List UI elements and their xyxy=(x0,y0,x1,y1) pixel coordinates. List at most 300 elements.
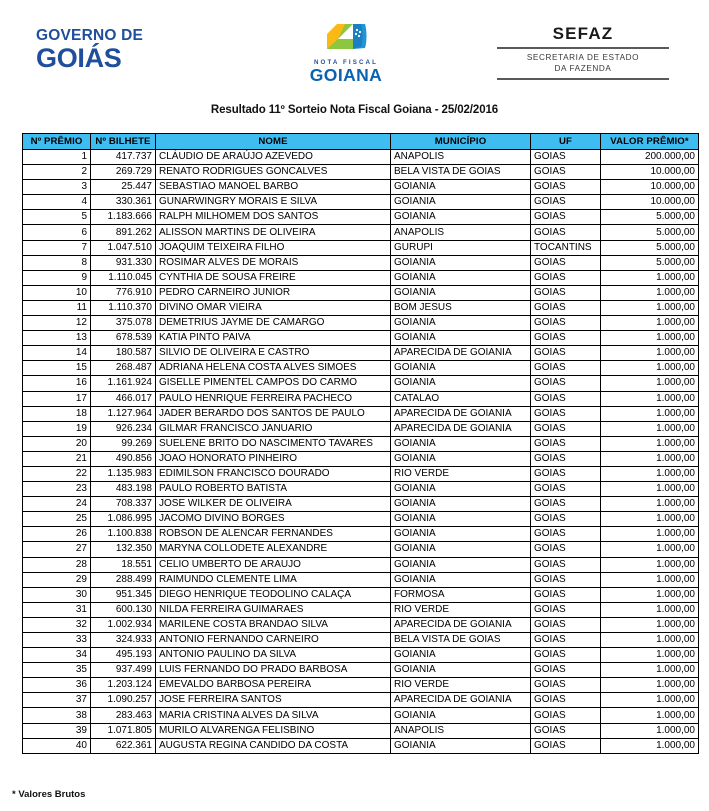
cell-valor: 1.000,00 xyxy=(601,693,699,708)
cell-valor: 1.000,00 xyxy=(601,376,699,391)
cell-uf: GOIAS xyxy=(531,210,601,225)
column-header-municipio: MUNICÍPIO xyxy=(391,134,531,150)
cell-municipio: GOIANIA xyxy=(391,255,531,270)
cell-nome: DEMETRIUS JAYME DE CAMARGO xyxy=(156,316,391,331)
cell-valor: 1.000,00 xyxy=(601,572,699,587)
cell-valor: 1.000,00 xyxy=(601,633,699,648)
cell-premio: 40 xyxy=(23,738,91,753)
table-row xyxy=(23,708,699,723)
cell-premio: 39 xyxy=(23,723,91,738)
table-row xyxy=(23,421,699,436)
cell-nome: ROSIMAR ALVES DE MORAIS xyxy=(156,255,391,270)
cell-bilhete: 931.330 xyxy=(91,255,156,270)
column-header-bilhete: Nº BILHETE xyxy=(91,134,156,150)
cell-nome: JOAO HONORATO PINHEIRO xyxy=(156,451,391,466)
cell-municipio: BELA VISTA DE GOIAS xyxy=(391,633,531,648)
cell-bilhete: 324.933 xyxy=(91,633,156,648)
cell-premio: 33 xyxy=(23,633,91,648)
cell-uf: GOIAS xyxy=(531,648,601,663)
nota-fiscal-goiana-logo xyxy=(291,22,401,85)
table-row xyxy=(23,150,699,165)
page-title: Resultado 11º Sorteio Nota Fiscal Goiana - 25/02/2016 xyxy=(210,104,499,116)
table-body xyxy=(23,150,699,754)
cell-uf: GOIAS xyxy=(531,225,601,240)
cell-premio: 38 xyxy=(23,708,91,723)
cell-bilhete: 951.345 xyxy=(91,587,156,602)
cell-bilhete: 490.856 xyxy=(91,451,156,466)
cell-nome: EDIMILSON FRANCISCO DOURADO xyxy=(156,466,391,481)
sefaz-title: SEFAZ xyxy=(552,24,614,43)
cell-uf: GOIAS xyxy=(531,587,601,602)
cell-bilhete: 288.499 xyxy=(91,572,156,587)
cell-bilhete: 926.234 xyxy=(91,421,156,436)
column-header-nome: NOME xyxy=(156,134,391,150)
nota-fiscal-mark-icon xyxy=(323,22,369,56)
results-table-wrapper xyxy=(22,133,698,754)
cell-bilhete: 708.337 xyxy=(91,497,156,512)
cell-premio: 13 xyxy=(23,331,91,346)
cell-premio: 5 xyxy=(23,210,91,225)
cell-premio: 27 xyxy=(23,542,91,557)
table-row xyxy=(23,300,699,315)
cell-bilhete: 18.551 xyxy=(91,557,156,572)
cell-premio: 35 xyxy=(23,663,91,678)
cell-nome: ROBSON DE ALENCAR FERNANDES xyxy=(156,527,391,542)
cell-municipio: GOIANIA xyxy=(391,436,531,451)
cell-municipio: GOIANIA xyxy=(391,482,531,497)
cell-nome: MARIA CRISTINA ALVES DA SILVA xyxy=(156,708,391,723)
cell-municipio: GOIANIA xyxy=(391,195,531,210)
table-row xyxy=(23,527,699,542)
cell-nome: GILMAR FRANCISCO JANUARIO xyxy=(156,421,391,436)
cell-municipio: GOIANIA xyxy=(391,738,531,753)
cell-valor: 10.000,00 xyxy=(601,165,699,180)
cell-uf: GOIAS xyxy=(531,195,601,210)
table-row xyxy=(23,391,699,406)
cell-municipio: RIO VERDE xyxy=(391,678,531,693)
cell-premio: 29 xyxy=(23,572,91,587)
table-row xyxy=(23,466,699,481)
cell-bilhete: 495.193 xyxy=(91,648,156,663)
cell-premio: 31 xyxy=(23,602,91,617)
cell-uf: GOIAS xyxy=(531,723,601,738)
cell-bilhete: 1.127.964 xyxy=(91,406,156,421)
table-row xyxy=(23,512,699,527)
cell-bilhete: 1.183.666 xyxy=(91,210,156,225)
cell-uf: GOIAS xyxy=(531,663,601,678)
table-row xyxy=(23,723,699,738)
table-row xyxy=(23,678,699,693)
cell-bilhete: 891.262 xyxy=(91,225,156,240)
cell-municipio: GOIANIA xyxy=(391,376,531,391)
cell-valor: 5.000,00 xyxy=(601,240,699,255)
cell-municipio: ANAPOLIS xyxy=(391,225,531,240)
table-row xyxy=(23,602,699,617)
cell-nome: RAIMUNDO CLEMENTE LIMA xyxy=(156,572,391,587)
cell-uf: GOIAS xyxy=(531,255,601,270)
cell-municipio: APARECIDA DE GOIANIA xyxy=(391,346,531,361)
cell-municipio: GOIANIA xyxy=(391,572,531,587)
sefaz-divider-top xyxy=(497,47,669,49)
footnote: * Valores Brutos xyxy=(12,789,86,800)
cell-valor: 1.000,00 xyxy=(601,270,699,285)
cell-nome: DIEGO HENRIQUE TEODOLINO CALAÇA xyxy=(156,587,391,602)
cell-valor: 1.000,00 xyxy=(601,421,699,436)
table-row xyxy=(23,240,699,255)
governo-de-goias-logo xyxy=(36,28,143,72)
table-row xyxy=(23,210,699,225)
table-row xyxy=(23,376,699,391)
table-row xyxy=(23,255,699,270)
cell-premio: 14 xyxy=(23,346,91,361)
table-row xyxy=(23,331,699,346)
nota-fiscal-subtitle: NOTA FISCAL xyxy=(313,59,378,66)
cell-premio: 11 xyxy=(23,300,91,315)
cell-uf: GOIAS xyxy=(531,482,601,497)
cell-bilhete: 1.090.257 xyxy=(91,693,156,708)
cell-bilhete: 1.135.983 xyxy=(91,466,156,481)
cell-uf: GOIAS xyxy=(531,633,601,648)
cell-municipio: GOIANIA xyxy=(391,285,531,300)
cell-nome: ANTONIO FERNANDO CARNEIRO xyxy=(156,633,391,648)
cell-valor: 5.000,00 xyxy=(601,255,699,270)
table-row xyxy=(23,587,699,602)
cell-uf: GOIAS xyxy=(531,678,601,693)
cell-premio: 16 xyxy=(23,376,91,391)
cell-bilhete: 1.203.124 xyxy=(91,678,156,693)
cell-municipio: GOIANIA xyxy=(391,512,531,527)
table-row xyxy=(23,195,699,210)
cell-municipio: GOIANIA xyxy=(391,180,531,195)
cell-premio: 25 xyxy=(23,512,91,527)
cell-bilhete: 937.499 xyxy=(91,663,156,678)
cell-uf: GOIAS xyxy=(531,693,601,708)
cell-nome: AUGUSTA REGINA CANDIDO DA COSTA xyxy=(156,738,391,753)
cell-bilhete: 600.130 xyxy=(91,602,156,617)
cell-uf: GOIAS xyxy=(531,421,601,436)
cell-valor: 1.000,00 xyxy=(601,723,699,738)
cell-premio: 36 xyxy=(23,678,91,693)
cell-nome: NILDA FERREIRA GUIMARAES xyxy=(156,602,391,617)
cell-uf: GOIAS xyxy=(531,346,601,361)
sefaz-subtitle xyxy=(497,52,669,74)
cell-premio: 22 xyxy=(23,466,91,481)
cell-municipio: GOIANIA xyxy=(391,497,531,512)
cell-valor: 1.000,00 xyxy=(601,466,699,481)
cell-valor: 1.000,00 xyxy=(601,391,699,406)
table-row xyxy=(23,361,699,376)
cell-bilhete: 25.447 xyxy=(91,180,156,195)
cell-premio: 20 xyxy=(23,436,91,451)
cell-bilhete: 283.463 xyxy=(91,708,156,723)
cell-uf: GOIAS xyxy=(531,316,601,331)
cell-premio: 10 xyxy=(23,285,91,300)
cell-uf: TOCANTINS xyxy=(531,240,601,255)
cell-premio: 26 xyxy=(23,527,91,542)
table-row xyxy=(23,542,699,557)
cell-uf: GOIAS xyxy=(531,300,601,315)
table-head xyxy=(23,134,699,150)
cell-uf: GOIAS xyxy=(531,617,601,632)
cell-nome: ADRIANA HELENA COSTA ALVES SIMOES xyxy=(156,361,391,376)
cell-bilhete: 1.086.995 xyxy=(91,512,156,527)
table-row xyxy=(23,436,699,451)
column-header-premio: Nº PRÊMIO xyxy=(23,134,91,150)
cell-uf: GOIAS xyxy=(531,270,601,285)
cell-nome: JOAQUIM TEIXEIRA FILHO xyxy=(156,240,391,255)
cell-bilhete: 483.198 xyxy=(91,482,156,497)
cell-bilhete: 132.350 xyxy=(91,542,156,557)
cell-nome: SILVIO DE OLIVEIRA E CASTRO xyxy=(156,346,391,361)
cell-uf: GOIAS xyxy=(531,542,601,557)
nota-fiscal-name: GOIANA xyxy=(309,65,383,85)
cell-nome: JADER BERARDO DOS SANTOS DE PAULO xyxy=(156,406,391,421)
table-row xyxy=(23,633,699,648)
cell-nome: GISELLE PIMENTEL CAMPOS DO CARMO xyxy=(156,376,391,391)
cell-premio: 23 xyxy=(23,482,91,497)
cell-nome: LUIS FERNANDO DO PRADO BARBOSA xyxy=(156,663,391,678)
table-row xyxy=(23,180,699,195)
cell-nome: CLÁUDIO DE ARAÚJO AZEVEDO xyxy=(156,150,391,165)
column-header-valor: VALOR PRÊMIO* xyxy=(601,134,699,150)
table-row xyxy=(23,617,699,632)
cell-premio: 2 xyxy=(23,165,91,180)
cell-bilhete: 1.100.838 xyxy=(91,527,156,542)
table-row xyxy=(23,316,699,331)
cell-bilhete: 1.110.045 xyxy=(91,270,156,285)
cell-municipio: GOIANIA xyxy=(391,527,531,542)
cell-municipio: GOIANIA xyxy=(391,361,531,376)
cell-uf: GOIAS xyxy=(531,738,601,753)
sefaz-subtitle-line2: DA FAZENDA xyxy=(554,64,612,74)
cell-valor: 1.000,00 xyxy=(601,451,699,466)
cell-nome: MARILENE COSTA BRANDAO SILVA xyxy=(156,617,391,632)
cell-bilhete: 776.910 xyxy=(91,285,156,300)
cell-uf: GOIAS xyxy=(531,466,601,481)
cell-uf: GOIAS xyxy=(531,150,601,165)
cell-premio: 4 xyxy=(23,195,91,210)
cell-valor: 1.000,00 xyxy=(601,527,699,542)
cell-nome: ALISSON MARTINS DE OLIVEIRA xyxy=(156,225,391,240)
cell-uf: GOIAS xyxy=(531,602,601,617)
cell-municipio: BOM JESUS xyxy=(391,300,531,315)
cell-nome: PEDRO CARNEIRO JUNIOR xyxy=(156,285,391,300)
cell-nome: JOSE FERREIRA SANTOS xyxy=(156,693,391,708)
sefaz-subtitle-line1: SECRETARIA DE ESTADO xyxy=(526,53,640,62)
cell-premio: 24 xyxy=(23,497,91,512)
cell-municipio: APARECIDA DE GOIANIA xyxy=(391,693,531,708)
cell-uf: GOIAS xyxy=(531,557,601,572)
cell-nome: DIVINO OMAR VIEIRA xyxy=(156,300,391,315)
cell-uf: GOIAS xyxy=(531,436,601,451)
cell-municipio: GOIANIA xyxy=(391,708,531,723)
cell-premio: 34 xyxy=(23,648,91,663)
cell-valor: 1.000,00 xyxy=(601,557,699,572)
cell-valor: 1.000,00 xyxy=(601,648,699,663)
cell-nome: MURILO ALVARENGA FELISBINO xyxy=(156,723,391,738)
sefaz-divider-bottom xyxy=(497,78,669,80)
cell-premio: 12 xyxy=(23,316,91,331)
cell-municipio: RIO VERDE xyxy=(391,466,531,481)
cell-bilhete: 99.269 xyxy=(91,436,156,451)
cell-bilhete: 1.071.805 xyxy=(91,723,156,738)
table-row xyxy=(23,165,699,180)
cell-valor: 1.000,00 xyxy=(601,482,699,497)
cell-valor: 1.000,00 xyxy=(601,512,699,527)
cell-valor: 1.000,00 xyxy=(601,497,699,512)
cell-valor: 5.000,00 xyxy=(601,210,699,225)
cell-uf: GOIAS xyxy=(531,572,601,587)
table-row xyxy=(23,663,699,678)
cell-nome: CELIO UMBERTO DE ARAUJO xyxy=(156,557,391,572)
cell-bilhete: 268.487 xyxy=(91,361,156,376)
cell-nome: JACOMO DIVINO BORGES xyxy=(156,512,391,527)
cell-municipio: GOIANIA xyxy=(391,331,531,346)
cell-valor: 5.000,00 xyxy=(601,225,699,240)
cell-uf: GOIAS xyxy=(531,708,601,723)
cell-valor: 10.000,00 xyxy=(601,195,699,210)
cell-bilhete: 330.361 xyxy=(91,195,156,210)
cell-valor: 1.000,00 xyxy=(601,678,699,693)
cell-valor: 1.000,00 xyxy=(601,436,699,451)
table-row xyxy=(23,451,699,466)
page-header xyxy=(0,0,709,92)
cell-municipio: GOIANIA xyxy=(391,210,531,225)
cell-municipio: BELA VISTA DE GOIAS xyxy=(391,165,531,180)
cell-premio: 6 xyxy=(23,225,91,240)
cell-municipio: GOIANIA xyxy=(391,270,531,285)
table-row xyxy=(23,572,699,587)
cell-uf: GOIAS xyxy=(531,391,601,406)
gov-logo-line1: GOVERNO DE xyxy=(36,27,144,44)
table-row xyxy=(23,557,699,572)
cell-nome: RALPH MILHOMEM DOS SANTOS xyxy=(156,210,391,225)
table-row xyxy=(23,285,699,300)
cell-nome: PAULO HENRIQUE FERREIRA PACHECO xyxy=(156,391,391,406)
cell-municipio: CATALAO xyxy=(391,391,531,406)
column-header-uf: UF xyxy=(531,134,601,150)
cell-valor: 1.000,00 xyxy=(601,331,699,346)
cell-municipio: GOIANIA xyxy=(391,557,531,572)
cell-bilhete: 375.078 xyxy=(91,316,156,331)
cell-uf: GOIAS xyxy=(531,512,601,527)
cell-nome: RENATO RODRIGUES GONCALVES xyxy=(156,165,391,180)
cell-premio: 37 xyxy=(23,693,91,708)
cell-valor: 1.000,00 xyxy=(601,663,699,678)
cell-valor: 1.000,00 xyxy=(601,602,699,617)
gov-logo-line2: GOIÁS xyxy=(36,42,122,73)
cell-municipio: GOIANIA xyxy=(391,316,531,331)
cell-valor: 1.000,00 xyxy=(601,738,699,753)
cell-premio: 18 xyxy=(23,406,91,421)
cell-valor: 1.000,00 xyxy=(601,587,699,602)
cell-valor: 1.000,00 xyxy=(601,285,699,300)
cell-valor: 200.000,00 xyxy=(601,150,699,165)
cell-premio: 8 xyxy=(23,255,91,270)
cell-bilhete: 269.729 xyxy=(91,165,156,180)
table-row xyxy=(23,482,699,497)
cell-uf: GOIAS xyxy=(531,376,601,391)
cell-valor: 10.000,00 xyxy=(601,180,699,195)
cell-municipio: FORMOSA xyxy=(391,587,531,602)
cell-uf: GOIAS xyxy=(531,165,601,180)
cell-bilhete: 1.110.370 xyxy=(91,300,156,315)
table-row xyxy=(23,693,699,708)
table-row xyxy=(23,225,699,240)
cell-municipio: GOIANIA xyxy=(391,451,531,466)
cell-municipio: APARECIDA DE GOIANIA xyxy=(391,421,531,436)
table-header-row xyxy=(23,134,699,150)
cell-valor: 1.000,00 xyxy=(601,542,699,557)
sefaz-logo xyxy=(497,24,669,80)
cell-valor: 1.000,00 xyxy=(601,361,699,376)
cell-municipio: GURUPI xyxy=(391,240,531,255)
cell-uf: GOIAS xyxy=(531,331,601,346)
cell-uf: GOIAS xyxy=(531,285,601,300)
cell-municipio: APARECIDA DE GOIANIA xyxy=(391,617,531,632)
cell-valor: 1.000,00 xyxy=(601,346,699,361)
table-row xyxy=(23,270,699,285)
cell-municipio: GOIANIA xyxy=(391,542,531,557)
cell-bilhete: 466.017 xyxy=(91,391,156,406)
cell-premio: 30 xyxy=(23,587,91,602)
table-row xyxy=(23,738,699,753)
cell-premio: 32 xyxy=(23,617,91,632)
cell-bilhete: 1.047.510 xyxy=(91,240,156,255)
results-table xyxy=(22,133,699,754)
cell-bilhete: 678.539 xyxy=(91,331,156,346)
cell-premio: 1 xyxy=(23,150,91,165)
cell-bilhete: 417.737 xyxy=(91,150,156,165)
cell-valor: 1.000,00 xyxy=(601,708,699,723)
cell-nome: EMEVALDO BARBOSA PEREIRA xyxy=(156,678,391,693)
cell-premio: 15 xyxy=(23,361,91,376)
cell-municipio: ANAPOLIS xyxy=(391,150,531,165)
cell-uf: GOIAS xyxy=(531,497,601,512)
cell-nome: ANTONIO PAULINO DA SILVA xyxy=(156,648,391,663)
cell-uf: GOIAS xyxy=(531,451,601,466)
cell-premio: 17 xyxy=(23,391,91,406)
cell-municipio: RIO VERDE xyxy=(391,602,531,617)
cell-uf: GOIAS xyxy=(531,180,601,195)
cell-nome: GUNARWINGRY MORAIS E SILVA xyxy=(156,195,391,210)
cell-bilhete: 1.002.934 xyxy=(91,617,156,632)
cell-municipio: GOIANIA xyxy=(391,648,531,663)
table-row xyxy=(23,648,699,663)
cell-premio: 28 xyxy=(23,557,91,572)
cell-municipio: ANAPOLIS xyxy=(391,723,531,738)
cell-premio: 19 xyxy=(23,421,91,436)
cell-bilhete: 180.587 xyxy=(91,346,156,361)
cell-nome: KATIA PINTO PAIVA xyxy=(156,331,391,346)
cell-nome: JOSE WILKER DE OLIVEIRA xyxy=(156,497,391,512)
cell-nome: SEBASTIAO MANOEL BARBO xyxy=(156,180,391,195)
cell-premio: 21 xyxy=(23,451,91,466)
cell-bilhete: 1.161.924 xyxy=(91,376,156,391)
cell-municipio: GOIANIA xyxy=(391,663,531,678)
cell-premio: 7 xyxy=(23,240,91,255)
cell-uf: GOIAS xyxy=(531,361,601,376)
cell-premio: 9 xyxy=(23,270,91,285)
cell-municipio: APARECIDA DE GOIANIA xyxy=(391,406,531,421)
table-row xyxy=(23,497,699,512)
table-row xyxy=(23,406,699,421)
table-row xyxy=(23,346,699,361)
cell-nome: PAULO ROBERTO BATISTA xyxy=(156,482,391,497)
cell-premio: 3 xyxy=(23,180,91,195)
cell-valor: 1.000,00 xyxy=(601,406,699,421)
cell-valor: 1.000,00 xyxy=(601,316,699,331)
